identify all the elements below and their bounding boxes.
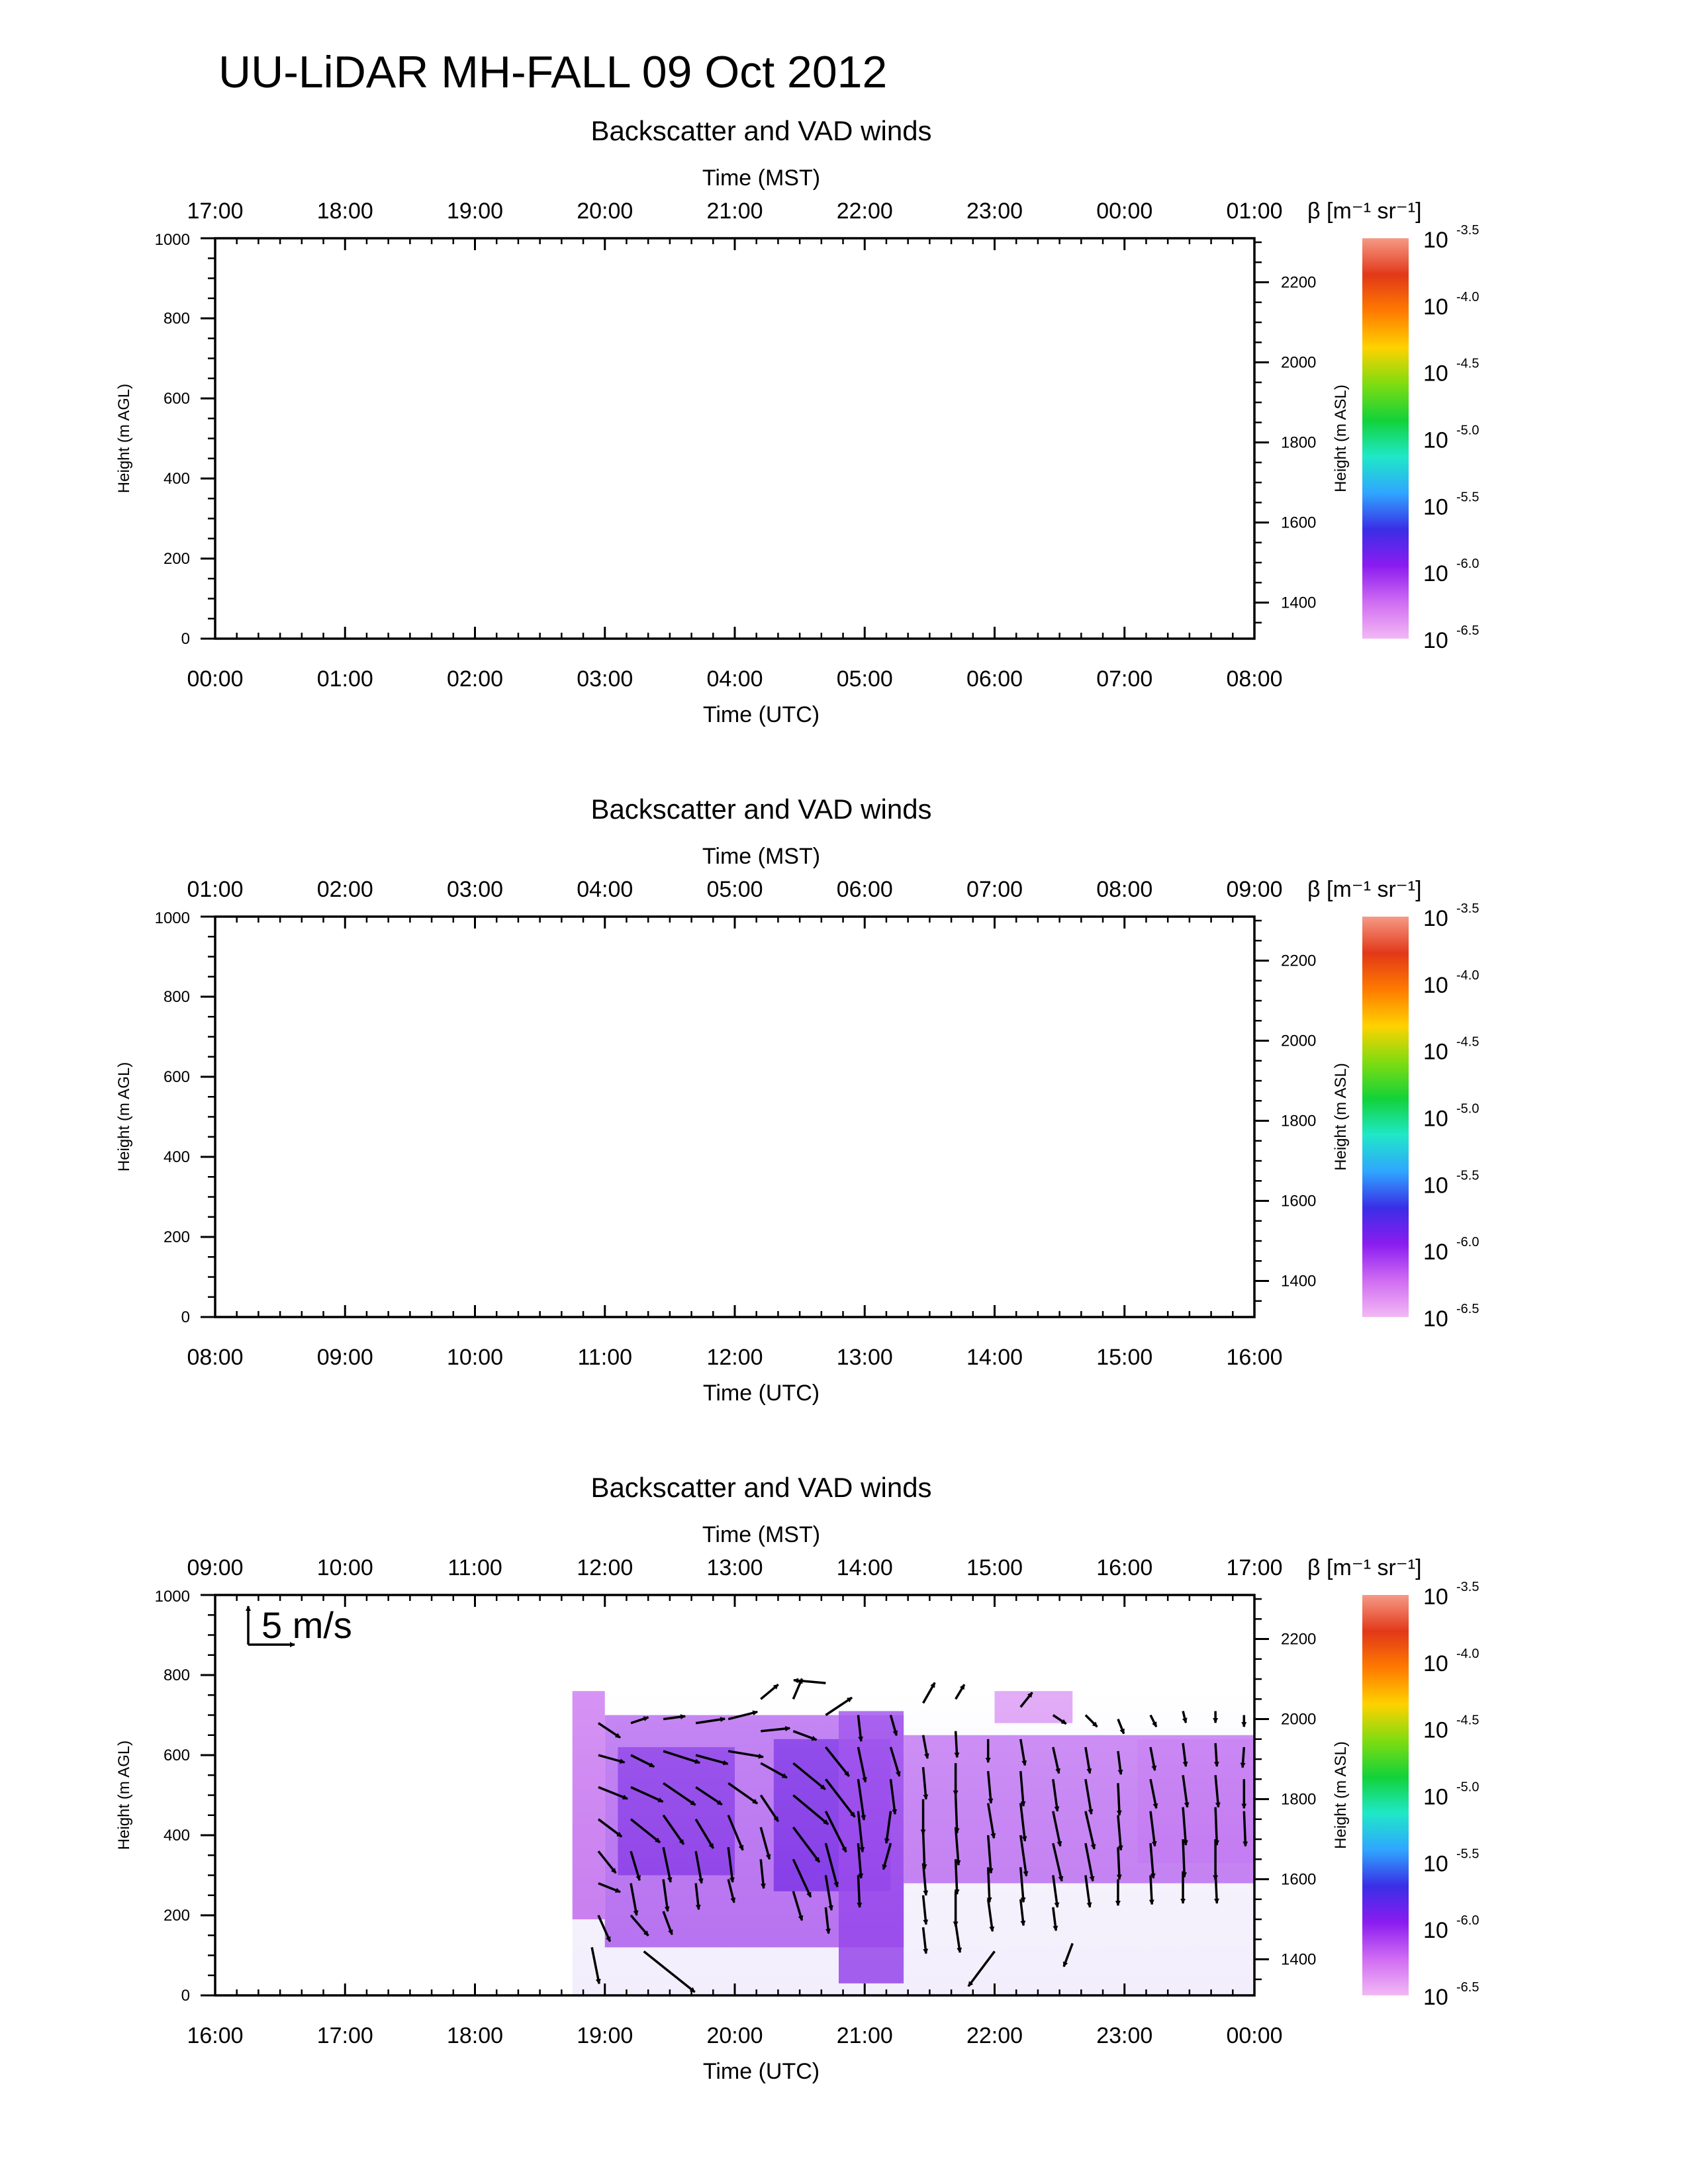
y-left-tick-label: 800 [163, 1666, 190, 1684]
colorbar-fill [1362, 238, 1409, 639]
y-left-tick-label: 1000 [154, 231, 190, 249]
x-tick-label-top: 08:00 [1096, 877, 1153, 902]
colorbar-fill [1362, 1595, 1409, 1995]
panel-3 [115, 1472, 1479, 2084]
y-right-tick-label: 1400 [1281, 1950, 1317, 1969]
x-tick-label-top: 16:00 [1096, 1555, 1153, 1580]
y-right-tick-label: 2000 [1281, 1710, 1317, 1729]
y-left-tick-label: 600 [163, 1747, 190, 1764]
colorbar-tick-exponent: -6.0 [1456, 1235, 1479, 1250]
y-right-tick-label: 2000 [1281, 1032, 1317, 1050]
x-tick-label-bottom: 06:00 [966, 666, 1023, 692]
top-axis-label: Time (MST) [702, 1522, 821, 1547]
y-left-axis-label: Height (m AGL) [115, 383, 133, 494]
colorbar-tick-label: 10 [1423, 1106, 1448, 1132]
y-left-tick-label: 600 [163, 1068, 190, 1086]
colorbar-label: β [m⁻¹ sr⁻¹] [1307, 877, 1422, 902]
wind-vector [1215, 1743, 1217, 1766]
wind-vector [1244, 1811, 1245, 1846]
x-tick-label-bottom: 23:00 [1096, 2023, 1153, 2048]
top-axis-label: Time (MST) [702, 165, 821, 191]
panel-2 [115, 794, 1479, 1406]
colorbar-tick-exponent: -4.5 [1456, 356, 1479, 371]
panel-title: Backscatter and VAD winds [590, 794, 932, 825]
x-tick-label-top: 07:00 [966, 877, 1023, 902]
x-tick-label-top: 13:00 [706, 1555, 763, 1580]
colorbar-tick-label: 10 [1423, 561, 1448, 587]
x-tick-label-top: 04:00 [577, 877, 633, 902]
x-tick-label-top: 22:00 [836, 199, 893, 224]
y-right-axis-label: Height (m ASL) [1332, 385, 1350, 492]
x-tick-label-top: 01:00 [1226, 199, 1283, 224]
x-tick-label-bottom: 18:00 [446, 2023, 504, 2048]
colorbar-tick-exponent: -6.5 [1456, 1302, 1479, 1316]
y-right-tick-label: 1400 [1281, 1272, 1317, 1291]
colorbar-tick-label: 10 [1423, 628, 1448, 653]
x-tick-label-bottom: 09:00 [316, 1345, 373, 1370]
y-left-tick-label: 200 [163, 1907, 190, 1925]
y-right-tick-label: 2200 [1281, 273, 1317, 292]
x-tick-label-top: 09:00 [1226, 877, 1283, 902]
y-right-tick-label: 1600 [1281, 1870, 1317, 1889]
colorbar-tick-exponent: -5.5 [1456, 490, 1479, 505]
top-axis-label: Time (MST) [702, 844, 821, 869]
colorbar-tick-exponent: -6.5 [1456, 623, 1479, 638]
y-left-tick-label: 800 [163, 310, 190, 328]
colorbar-tick-exponent: -5.5 [1456, 1168, 1479, 1183]
x-tick-label-bottom: 04:00 [706, 666, 763, 692]
colorbar-tick-label: 10 [1423, 1306, 1448, 1332]
y-left-tick-label: 200 [163, 550, 190, 568]
colorbar-tick-exponent: -3.5 [1456, 901, 1479, 916]
x-tick-label-bottom: 11:00 [577, 1345, 633, 1370]
colorbar-tick-label: 10 [1423, 1985, 1448, 2010]
x-tick-label-bottom: 07:00 [1096, 666, 1153, 692]
x-tick-label-bottom: 16:00 [187, 2023, 244, 2048]
y-left-tick-label: 800 [163, 988, 190, 1006]
x-tick-label-bottom: 13:00 [836, 1345, 893, 1370]
colorbar-tick-exponent: -4.0 [1456, 289, 1479, 304]
y-left-tick-label: 400 [163, 1827, 190, 1844]
x-tick-label-bottom: 17:00 [316, 2023, 373, 2048]
colorbar-tick-exponent: -4.0 [1456, 968, 1479, 983]
colorbar-tick-label: 10 [1423, 972, 1448, 998]
colorbar-label: β [m⁻¹ sr⁻¹] [1307, 199, 1422, 224]
bottom-axis-label: Time (UTC) [702, 2059, 820, 2084]
y-right-tick-label: 1600 [1281, 514, 1317, 532]
colorbar-tick-label: 10 [1423, 1918, 1448, 1944]
wind-vector [794, 1680, 825, 1683]
wind-vector [1150, 1876, 1152, 1905]
colorbar-tick-label: 10 [1423, 1240, 1448, 1265]
colorbar-tick-exponent: -6.5 [1456, 1980, 1479, 1995]
x-tick-label-bottom: 10:00 [446, 1345, 504, 1370]
wind-vector [988, 1867, 990, 1902]
x-tick-label-top: 18:00 [316, 199, 373, 224]
y-right-tick-label: 2200 [1281, 952, 1317, 970]
y-left-tick-label: 0 [181, 1987, 190, 2005]
colorbar-tick-exponent: -5.5 [1456, 1846, 1479, 1862]
colorbar-tick-exponent: -6.0 [1456, 1913, 1479, 1929]
x-tick-label-bottom: 02:00 [446, 666, 504, 692]
x-tick-label-bottom: 00:00 [1226, 2023, 1283, 2048]
x-tick-label-bottom: 08:00 [187, 1345, 244, 1370]
y-right-tick-label: 1600 [1281, 1192, 1317, 1210]
y-right-tick-label: 2200 [1281, 1630, 1317, 1649]
x-tick-label-top: 17:00 [1226, 1555, 1283, 1580]
colorbar-tick-exponent: -5.0 [1456, 423, 1479, 438]
y-right-axis-label: Height (m ASL) [1332, 1063, 1350, 1171]
colorbar-tick-label: 10 [1423, 294, 1448, 320]
x-tick-label-top: 14:00 [836, 1555, 893, 1580]
wind-vector [1118, 1783, 1119, 1815]
x-tick-label-bottom: 00:00 [187, 666, 244, 692]
wind-vector [858, 1876, 859, 1907]
x-tick-label-top: 02:00 [316, 877, 373, 902]
panel-title: Backscatter and VAD winds [590, 115, 932, 146]
y-left-tick-label: 400 [163, 1148, 190, 1166]
colorbar-tick-label: 10 [1423, 1173, 1448, 1199]
x-tick-label-top: 03:00 [446, 877, 504, 902]
x-tick-label-top: 09:00 [187, 1555, 244, 1580]
backscatter-shading [573, 1691, 1254, 1995]
y-left-axis-label: Height (m AGL) [115, 1740, 133, 1850]
colorbar-tick-exponent: -4.5 [1456, 1034, 1479, 1050]
y-right-tick-label: 2000 [1281, 353, 1317, 372]
colorbar-tick-label: 10 [1423, 1584, 1448, 1610]
x-tick-label-top: 11:00 [447, 1555, 502, 1580]
y-left-tick-label: 600 [163, 390, 190, 408]
x-tick-label-bottom: 16:00 [1226, 1345, 1283, 1370]
colorbar-tick-label: 10 [1423, 228, 1448, 253]
x-tick-label-bottom: 19:00 [577, 2023, 633, 2048]
wind-vector [956, 1859, 957, 1894]
panel-1 [115, 115, 1479, 727]
y-left-tick-label: 400 [163, 470, 190, 488]
colorbar-tick-label: 10 [1423, 1851, 1448, 1877]
x-tick-label-top: 23:00 [966, 199, 1023, 224]
x-tick-label-bottom: 05:00 [836, 666, 893, 692]
colorbar-tick-exponent: -3.5 [1456, 223, 1479, 238]
colorbar-tick-label: 10 [1423, 906, 1448, 931]
x-tick-label-bottom: 22:00 [966, 2023, 1023, 2048]
plot-area [573, 1679, 1254, 1996]
bottom-axis-label: Time (UTC) [702, 1381, 820, 1406]
y-left-tick-label: 0 [181, 1308, 190, 1326]
x-tick-label-top: 10:00 [316, 1555, 373, 1580]
y-right-tick-label: 1800 [1281, 1112, 1317, 1130]
x-tick-label-bottom: 03:00 [577, 666, 633, 692]
wind-vector [1243, 1747, 1244, 1768]
colorbar-tick-exponent: -6.0 [1456, 557, 1479, 572]
colorbar-tick-label: 10 [1423, 1717, 1448, 1743]
x-tick-label-bottom: 01:00 [316, 666, 373, 692]
figure-title: UU-LiDAR MH-FALL 09 Oct 2012 [218, 47, 888, 97]
y-right-tick-label: 1800 [1281, 1790, 1317, 1809]
bottom-axis-label: Time (UTC) [702, 702, 820, 727]
colorbar-tick-exponent: -5.0 [1456, 1780, 1479, 1795]
colorbar-tick-label: 10 [1423, 1784, 1448, 1810]
wind-vector [1118, 1847, 1119, 1879]
x-tick-label-top: 05:00 [706, 877, 763, 902]
plot-frame [215, 917, 1254, 1317]
panels [115, 115, 1479, 2084]
wind-vector [1215, 1871, 1217, 1903]
plot-frame [215, 238, 1254, 639]
x-tick-label-top: 06:00 [836, 877, 893, 902]
x-tick-label-top: 12:00 [577, 1555, 633, 1580]
colorbar-tick-label: 10 [1423, 494, 1448, 520]
colorbar-tick-exponent: -4.5 [1456, 1713, 1479, 1728]
colorbar-tick-exponent: -5.0 [1456, 1101, 1479, 1116]
y-right-tick-label: 1800 [1281, 433, 1317, 452]
colorbar-tick-label: 10 [1423, 428, 1448, 453]
x-tick-label-top: 20:00 [577, 199, 633, 224]
colorbar-tick-label: 10 [1423, 361, 1448, 387]
y-left-tick-label: 1000 [154, 909, 190, 927]
wind-scale-label: 5 m/s [261, 1604, 352, 1646]
y-left-tick-label: 200 [163, 1228, 190, 1246]
colorbar-tick-label: 10 [1423, 1651, 1448, 1676]
x-tick-label-bottom: 20:00 [706, 2023, 763, 2048]
x-tick-label-top: 19:00 [446, 199, 504, 224]
colorbar-fill [1362, 917, 1409, 1317]
x-tick-label-top: 00:00 [1096, 199, 1153, 224]
colorbar-tick-exponent: -4.0 [1456, 1646, 1479, 1661]
colorbar-label: β [m⁻¹ sr⁻¹] [1307, 1555, 1422, 1580]
x-tick-label-bottom: 21:00 [836, 2023, 893, 2048]
x-tick-label-bottom: 15:00 [1096, 1345, 1153, 1370]
colorbar-tick-label: 10 [1423, 1039, 1448, 1065]
y-left-tick-label: 1000 [154, 1588, 190, 1606]
wind-vector [956, 1731, 957, 1758]
y-right-tick-label: 1400 [1281, 594, 1317, 612]
x-tick-label-bottom: 12:00 [706, 1345, 763, 1370]
y-left-tick-label: 0 [181, 630, 190, 648]
y-right-axis-label: Height (m ASL) [1332, 1741, 1350, 1849]
x-tick-label-bottom: 08:00 [1226, 666, 1283, 692]
colorbar-tick-exponent: -3.5 [1456, 1580, 1479, 1594]
x-tick-label-top: 21:00 [706, 199, 763, 224]
x-tick-label-top: 17:00 [187, 199, 244, 224]
y-left-axis-label: Height (m AGL) [115, 1062, 133, 1172]
x-tick-label-top: 01:00 [187, 877, 244, 902]
x-tick-label-top: 15:00 [966, 1555, 1023, 1580]
x-tick-label-bottom: 14:00 [966, 1345, 1023, 1370]
panel-title: Backscatter and VAD winds [590, 1472, 932, 1503]
